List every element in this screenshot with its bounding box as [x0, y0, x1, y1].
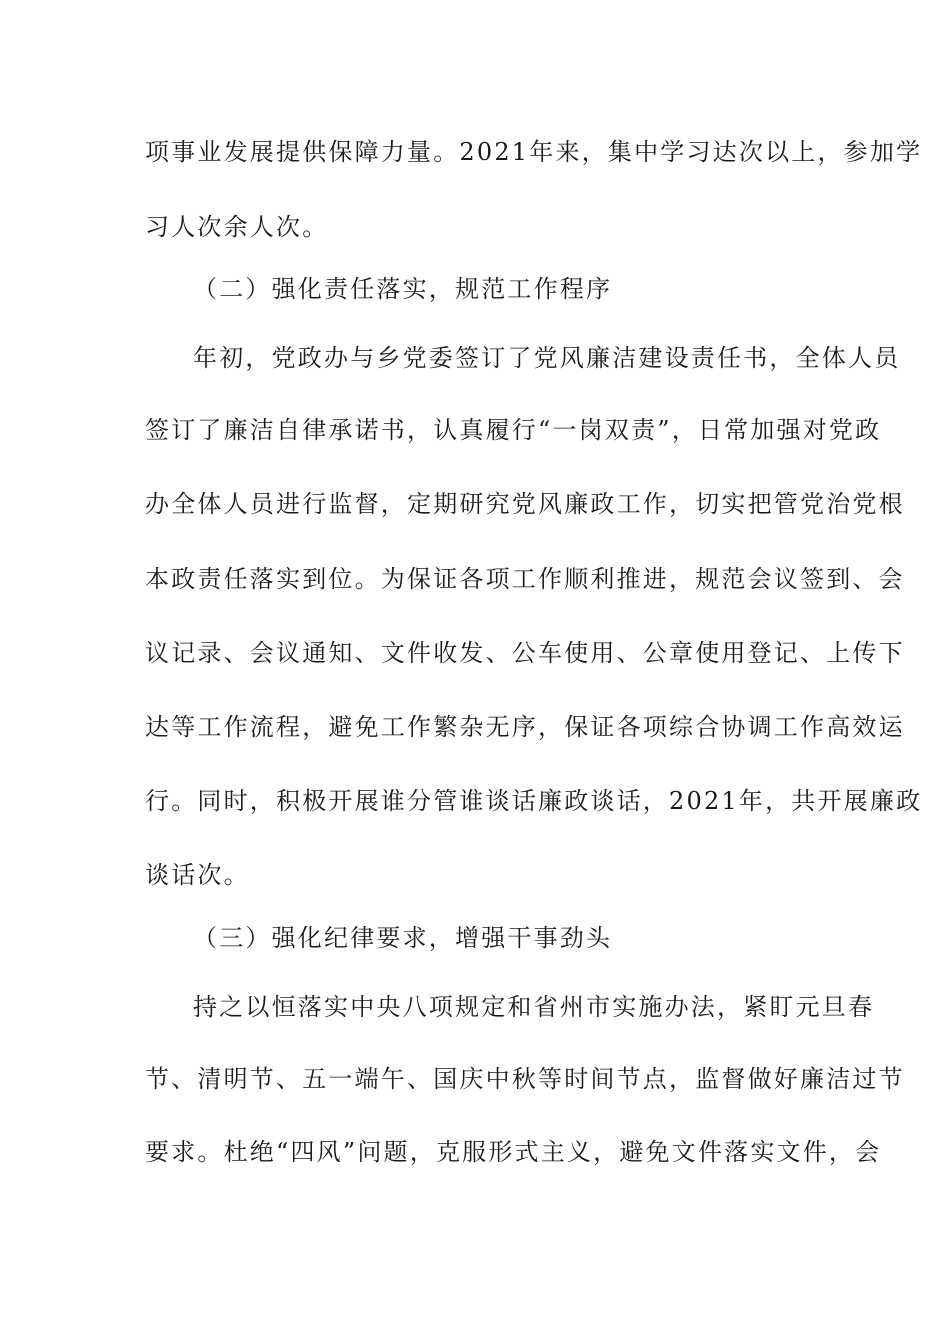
- body-text-line: 达等工作流程，避免工作繁杂无序，保证各项综合协调工作高效运: [145, 713, 905, 741]
- section-heading: （二）强化责任落实，规范工作程序: [193, 275, 613, 303]
- section-heading: （三）强化纪律要求，增强干事劲头: [193, 924, 613, 952]
- body-text-line: 谈话次。: [145, 861, 250, 889]
- body-text-line: 持之以恒落实中央八项规定和省州市实施办法，紧盯元旦春: [193, 993, 875, 1021]
- body-text-line: 要求。杜绝“四风”问题，克服形式主义，避免文件落实文件，会: [145, 1138, 882, 1166]
- body-text-line: 行。同时，积极开展谁分管谁谈话廉政谈话，2021年，共开展廉政: [145, 787, 923, 815]
- body-text-line: 节、清明节、五一端午、国庆中秋等时间节点，监督做好廉洁过节: [145, 1065, 905, 1093]
- body-text-line: 办全体人员进行监督，定期研究党风廉政工作，切实把管党治党根: [145, 490, 905, 518]
- body-text-line: 议记录、会议通知、文件收发、公车使用、公章使用登记、上传下: [145, 639, 905, 667]
- body-text-line: 签订了廉洁自律承诺书，认真履行“一岗双责”，日常加强对党政: [145, 416, 882, 444]
- body-text-line: 本政责任落实到位。为保证各项工作顺利推进，规范会议签到、会: [145, 565, 905, 593]
- body-text-line: 习人次余人次。: [145, 213, 329, 241]
- body-text-line: 年初，党政办与乡党委签订了党风廉洁建设责任书，全体人员: [193, 344, 901, 372]
- body-text-line: 项事业发展提供保障力量。2021年来，集中学习达次以上，参加学: [145, 138, 923, 166]
